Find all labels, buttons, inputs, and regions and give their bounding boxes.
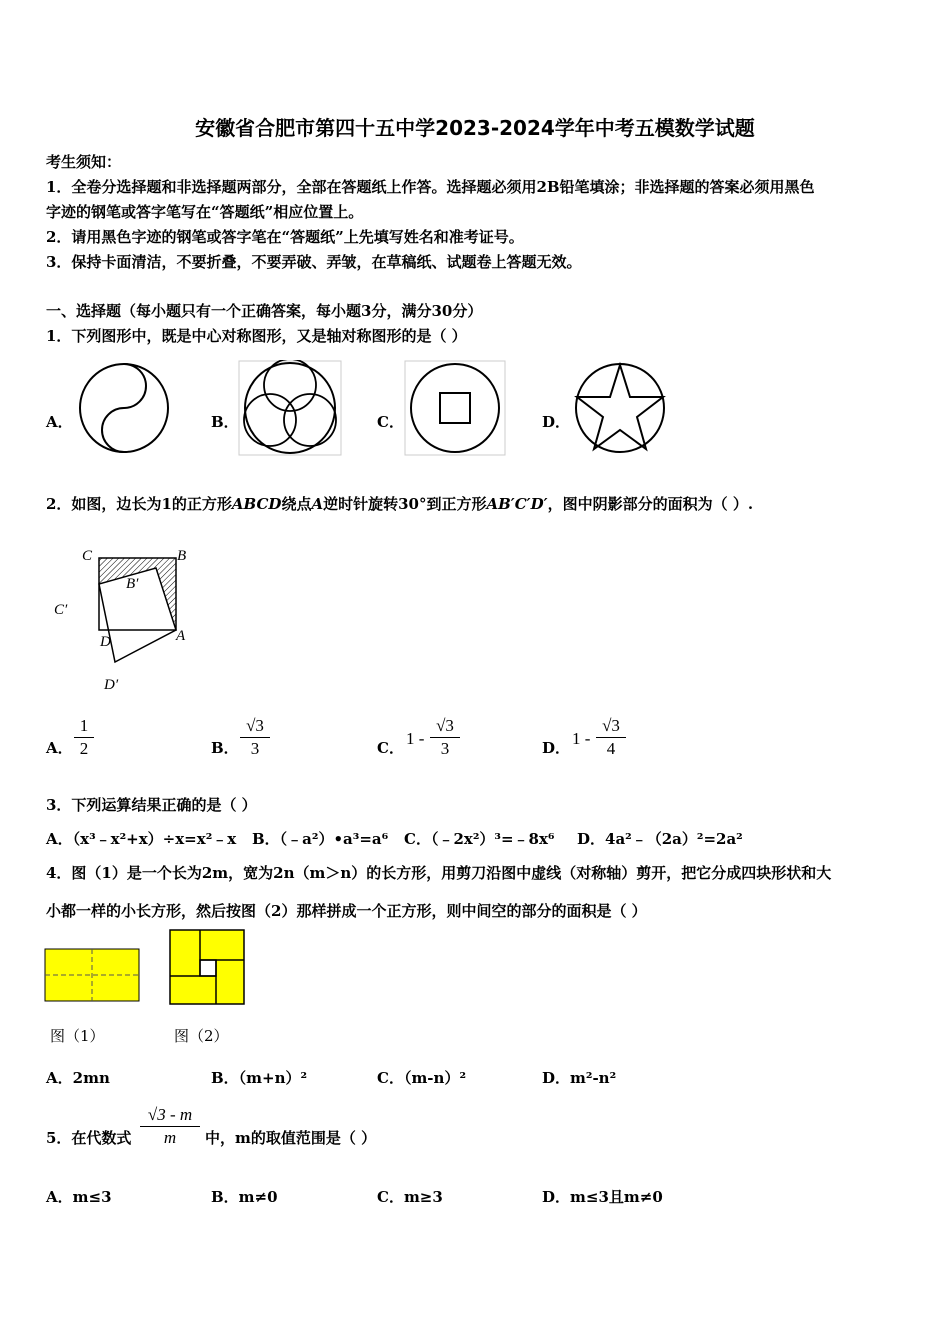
q2-option-c-prefix: 1 -	[406, 729, 425, 748]
q2-option-d-fraction: √3 4	[596, 716, 626, 759]
label-d: D	[100, 634, 111, 650]
q2-option-c-fraction: √3 3	[430, 716, 460, 759]
notice-line-1a: 1．全卷分选择题和非选择题两部分，全部在答题纸上作答。选择题必须用2B铅笔填涂；非选择题的答案必须用黑色	[46, 178, 815, 196]
q2-option-d-label: D．	[542, 739, 571, 757]
q5-option-a: A．m≤3	[46, 1188, 112, 1206]
q1-option-c-label: C．	[377, 413, 404, 431]
q1-three-arc-figure	[238, 360, 342, 456]
q2-option-a-fraction: 1 2	[74, 716, 94, 759]
notice-line-1b: 字迹的钢笔或答字笔写在“答题纸”相应位置上。	[46, 203, 364, 221]
q1-star-figure	[572, 360, 668, 456]
q2-stem: 2．如图，边长为1的正方形ABCD绕点A逆时针旋转30°到正方形AB′C′D′，图中阴影部分的面积为（ ）.	[46, 495, 754, 513]
label-a: A	[176, 628, 186, 644]
q3-option-a: A．（x³﹣x²+x）÷x=x²﹣x	[46, 830, 237, 848]
q3-option-c: C．（﹣2x²）³=﹣8x⁶	[404, 830, 555, 848]
q4-figure-1-rectangle	[44, 947, 142, 1005]
q5-option-c: C．m≥3	[377, 1188, 443, 1206]
q5-option-d: D．m≤3且m≠0	[542, 1188, 663, 1206]
q5-expression-fraction: √3 - m m	[140, 1105, 200, 1148]
q2-rotated-square-figure	[46, 540, 206, 700]
notice-heading: 考生须知：	[46, 153, 122, 171]
label-b: B	[177, 548, 187, 564]
q3-stem: 3．下列运算结果正确的是（ ）	[46, 796, 257, 814]
q4-stem-line-1: 4．图（1）是一个长为2m，宽为2n（m＞n）的长方形，用剪刀沿图中虚线（对称轴）剪开，把它分成四块形状和大	[46, 864, 832, 882]
q5-stem-b: 中，m的取值范围是（ ）	[205, 1129, 377, 1147]
section-heading: 一、选择题（每小题只有一个正确答案，每小题3分，满分30分）	[46, 302, 483, 320]
label-d-prime: D′	[104, 677, 119, 693]
label-b-prime: B′	[126, 576, 139, 592]
q1-option-b-label: B．	[211, 413, 239, 431]
q2-option-b-label: B．	[211, 739, 239, 757]
q2-option-a-label: A．	[46, 739, 73, 757]
q1-option-a-label: A．	[46, 413, 73, 431]
q1-yin-yang-figure	[76, 360, 172, 456]
q4-option-b: B．（m+n）²	[211, 1069, 308, 1087]
exam-title: 安徽省合肥市第四十五中学2023-2024学年中考五模数学试题	[195, 116, 755, 140]
notice-line-2: 2．请用黑色字迹的钢笔或答字笔在“答题纸”上先填写姓名和准考证号。	[46, 228, 524, 246]
q2-option-b-fraction: √3 3	[240, 716, 270, 759]
q4-figure-2-caption: 图（2）	[174, 1027, 229, 1045]
q5-option-b: B．m≠0	[211, 1188, 278, 1206]
q4-figure-1-caption: 图（1）	[50, 1027, 105, 1045]
q3-option-d: D．4a²﹣（2a）²=2a²	[577, 830, 743, 848]
q4-option-c: C．（m-n）²	[377, 1069, 467, 1087]
label-c: C	[82, 548, 93, 564]
label-c-prime: C′	[54, 602, 68, 618]
q3-option-b: B．（﹣a²）•a³=a⁶	[252, 830, 389, 848]
q2-option-c-label: C．	[377, 739, 404, 757]
q1-stem: 1．下列图形中，既是中心对称图形，又是轴对称图形的是（ ）	[46, 327, 467, 345]
q4-option-d: D．m²-n²	[542, 1069, 617, 1087]
q2-option-d-prefix: 1 -	[572, 729, 591, 748]
notice-line-3: 3．保持卡面清洁，不要折叠，不要弄破、弄皱，在草稿纸、试题卷上答题无效。	[46, 253, 582, 271]
q1-coin-figure	[404, 360, 506, 456]
q4-figure-2-square	[169, 929, 247, 1007]
q4-stem-line-2: 小都一样的小长方形，然后按图（2）那样拼成一个正方形，则中间空的部分的面积是（ ）	[46, 902, 647, 920]
q4-option-a: A．2mn	[46, 1069, 110, 1087]
q1-option-d-label: D．	[542, 413, 571, 431]
q5-stem-a: 5．在代数式	[46, 1129, 132, 1147]
